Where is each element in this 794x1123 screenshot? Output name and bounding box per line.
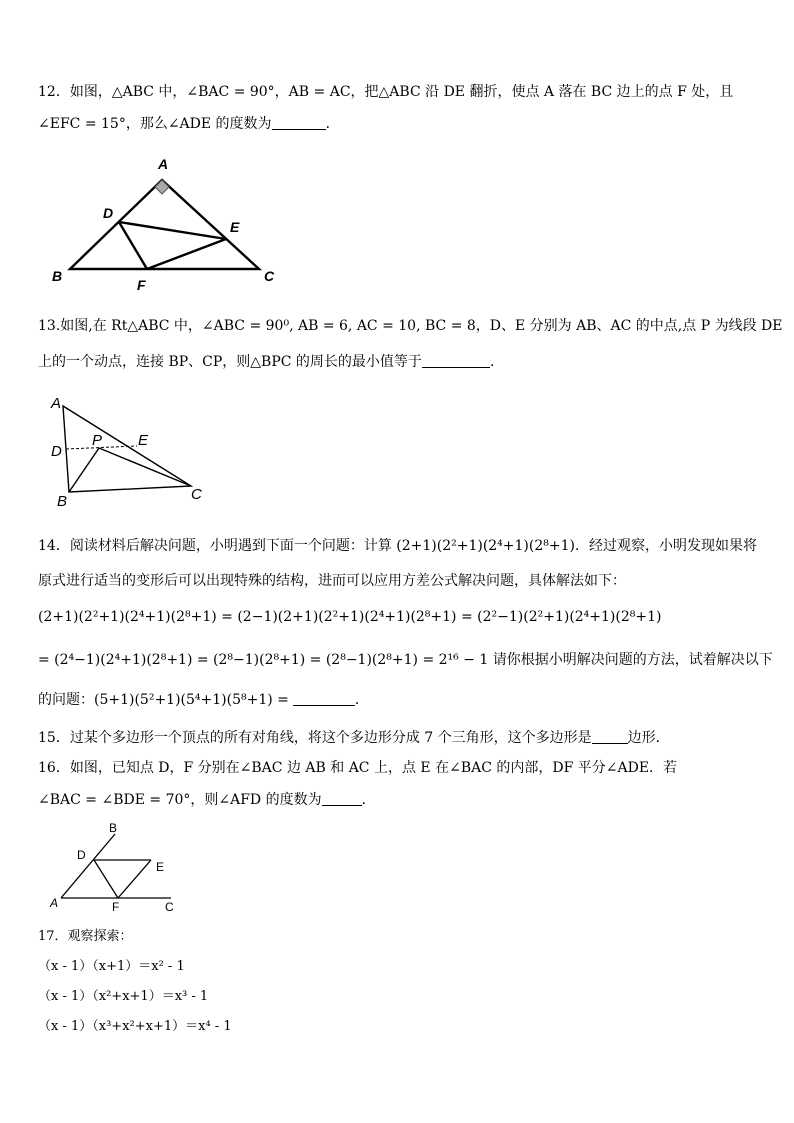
q14-line2: 原式进行适当的变形后可以出现特殊的结构，进而可以应用方差公式解决问题，具体解法如下： — [38, 573, 626, 589]
q12-line2 — [38, 114, 340, 134]
q12-segment-df — [119, 222, 147, 269]
q13-label-p: P — [92, 432, 103, 449]
q13-answer-blank — [422, 353, 490, 368]
q15-answer-blank — [592, 729, 628, 744]
q16-line1: 16．如图，已知点 D，F 分别在∠BAC 边 AB 和 AC 上，点 E 在∠BAC 的内部，DF 平分∠ADE．若 — [38, 760, 678, 776]
q13-label-b: B — [57, 493, 68, 510]
q14-line1: 14．阅读材料后解决问题，小明遇到下面一个问题：计算 (2+1)(2²+1)(2⁴+1)(2⁸+1)．经过观察，小明发现如果将 — [38, 538, 757, 554]
q13-triangle-abc — [63, 406, 191, 492]
q14-answer-blank — [293, 691, 355, 706]
q13-figure — [45, 390, 225, 512]
q16-label-f: F — [112, 900, 120, 914]
q16-answer-blank — [322, 791, 362, 806]
q12-label-c: C — [264, 268, 275, 284]
q13-line1: 13.如图,在 Rt△ABC 中，∠ABC = 90⁰, AB = 6, AC = 10, BC = 8，D、E 分别为 AB、AC 的中点,点 P 为线段 DE — [38, 318, 783, 334]
q17-eq2: （x - 1）（x²+x+1）＝x³ - 1 — [38, 989, 209, 1004]
q16-segment-df — [94, 860, 118, 898]
q13-label-d: D — [51, 443, 62, 460]
q16-figure — [45, 820, 195, 916]
q12-label-a: A — [158, 156, 169, 172]
q12-segment-ef — [147, 239, 226, 269]
q12-label-b: B — [52, 268, 63, 284]
q13-segment-bp — [69, 448, 99, 492]
q12-answer-blank — [272, 115, 326, 130]
q13-label-e: E — [138, 432, 149, 449]
q14-line4: = (2⁴−1)(2⁴+1)(2⁸+1) = (2⁸−1)(2⁸+1) = (2⁸−1)(2⁸+1) = 2¹⁶ − 1 请你根据小明解决问题的方法，试着解决以下 — [38, 652, 773, 668]
q17-eq3: （x - 1）（x³+x²+x+1）＝x⁴ - 1 — [38, 1019, 232, 1034]
q15-line — [38, 728, 670, 748]
q14-line5 — [38, 690, 369, 710]
q12-line2-text: ∠EFC = 15°，那么∠ADE 的度数为 — [38, 116, 272, 132]
q12-label-e: E — [230, 219, 240, 235]
q13-line2 — [38, 352, 504, 372]
q16-label-d: D — [77, 848, 86, 862]
q15-text-end: 边形． — [627, 730, 670, 746]
q16-label-e: E — [156, 860, 165, 874]
q14-line3: (2+1)(2²+1)(2⁴+1)(2⁸+1) = (2−1)(2+1)(2²+1)(2⁴+1)(2⁸+1) = (2²−1)(2²+1)(2⁴+1)(2⁸+1) — [38, 609, 662, 625]
q13-label-a: A — [51, 395, 62, 412]
q13-label-c: C — [191, 486, 202, 503]
q14-line5-text: 的问题：(5+1)(5²+1)(5⁴+1)(5⁸+1) = — [38, 692, 289, 708]
q13-segment-cp — [99, 448, 191, 486]
q12-right-angle-mark — [155, 180, 169, 194]
q15-text: 15．过某个多边形一个顶点的所有对角线，将这个多边形分成 7 个三角形，这个多边形是 — [38, 730, 592, 746]
q16-line2 — [38, 790, 376, 810]
q16-line2-end: ． — [361, 792, 376, 808]
q16-label-c: C — [165, 900, 174, 914]
q13-line2-text: 上的一个动点，连接 BP、CP，则△BPC 的周长的最小值等于 — [38, 354, 422, 370]
q14-line5-end: ． — [354, 692, 369, 708]
q13-line2-end: ． — [489, 354, 504, 370]
q16-line2-text: ∠BAC = ∠BDE = 70°，则∠AFD 的度数为 — [38, 792, 322, 808]
q12-label-d: D — [103, 205, 114, 221]
q17-title: 17．观察探索： — [38, 929, 133, 944]
q16-segment-fe — [118, 860, 151, 898]
q12-line1: 12．如图，△ABC 中，∠BAC = 90°，AB = AC，把△ABC 沿 DE 翻折，使点 A 落在 BC 边上的点 F 处，且 — [38, 84, 734, 100]
q16-ray-ab — [61, 834, 115, 898]
q12-label-f: F — [137, 277, 146, 293]
q12-line2-end: ． — [325, 116, 340, 132]
q17-eq1: （x - 1）（x+1）＝x² - 1 — [38, 959, 185, 974]
q16-label-a: A — [50, 896, 59, 910]
q16-label-b: B — [109, 821, 118, 835]
q12-figure — [45, 150, 285, 300]
